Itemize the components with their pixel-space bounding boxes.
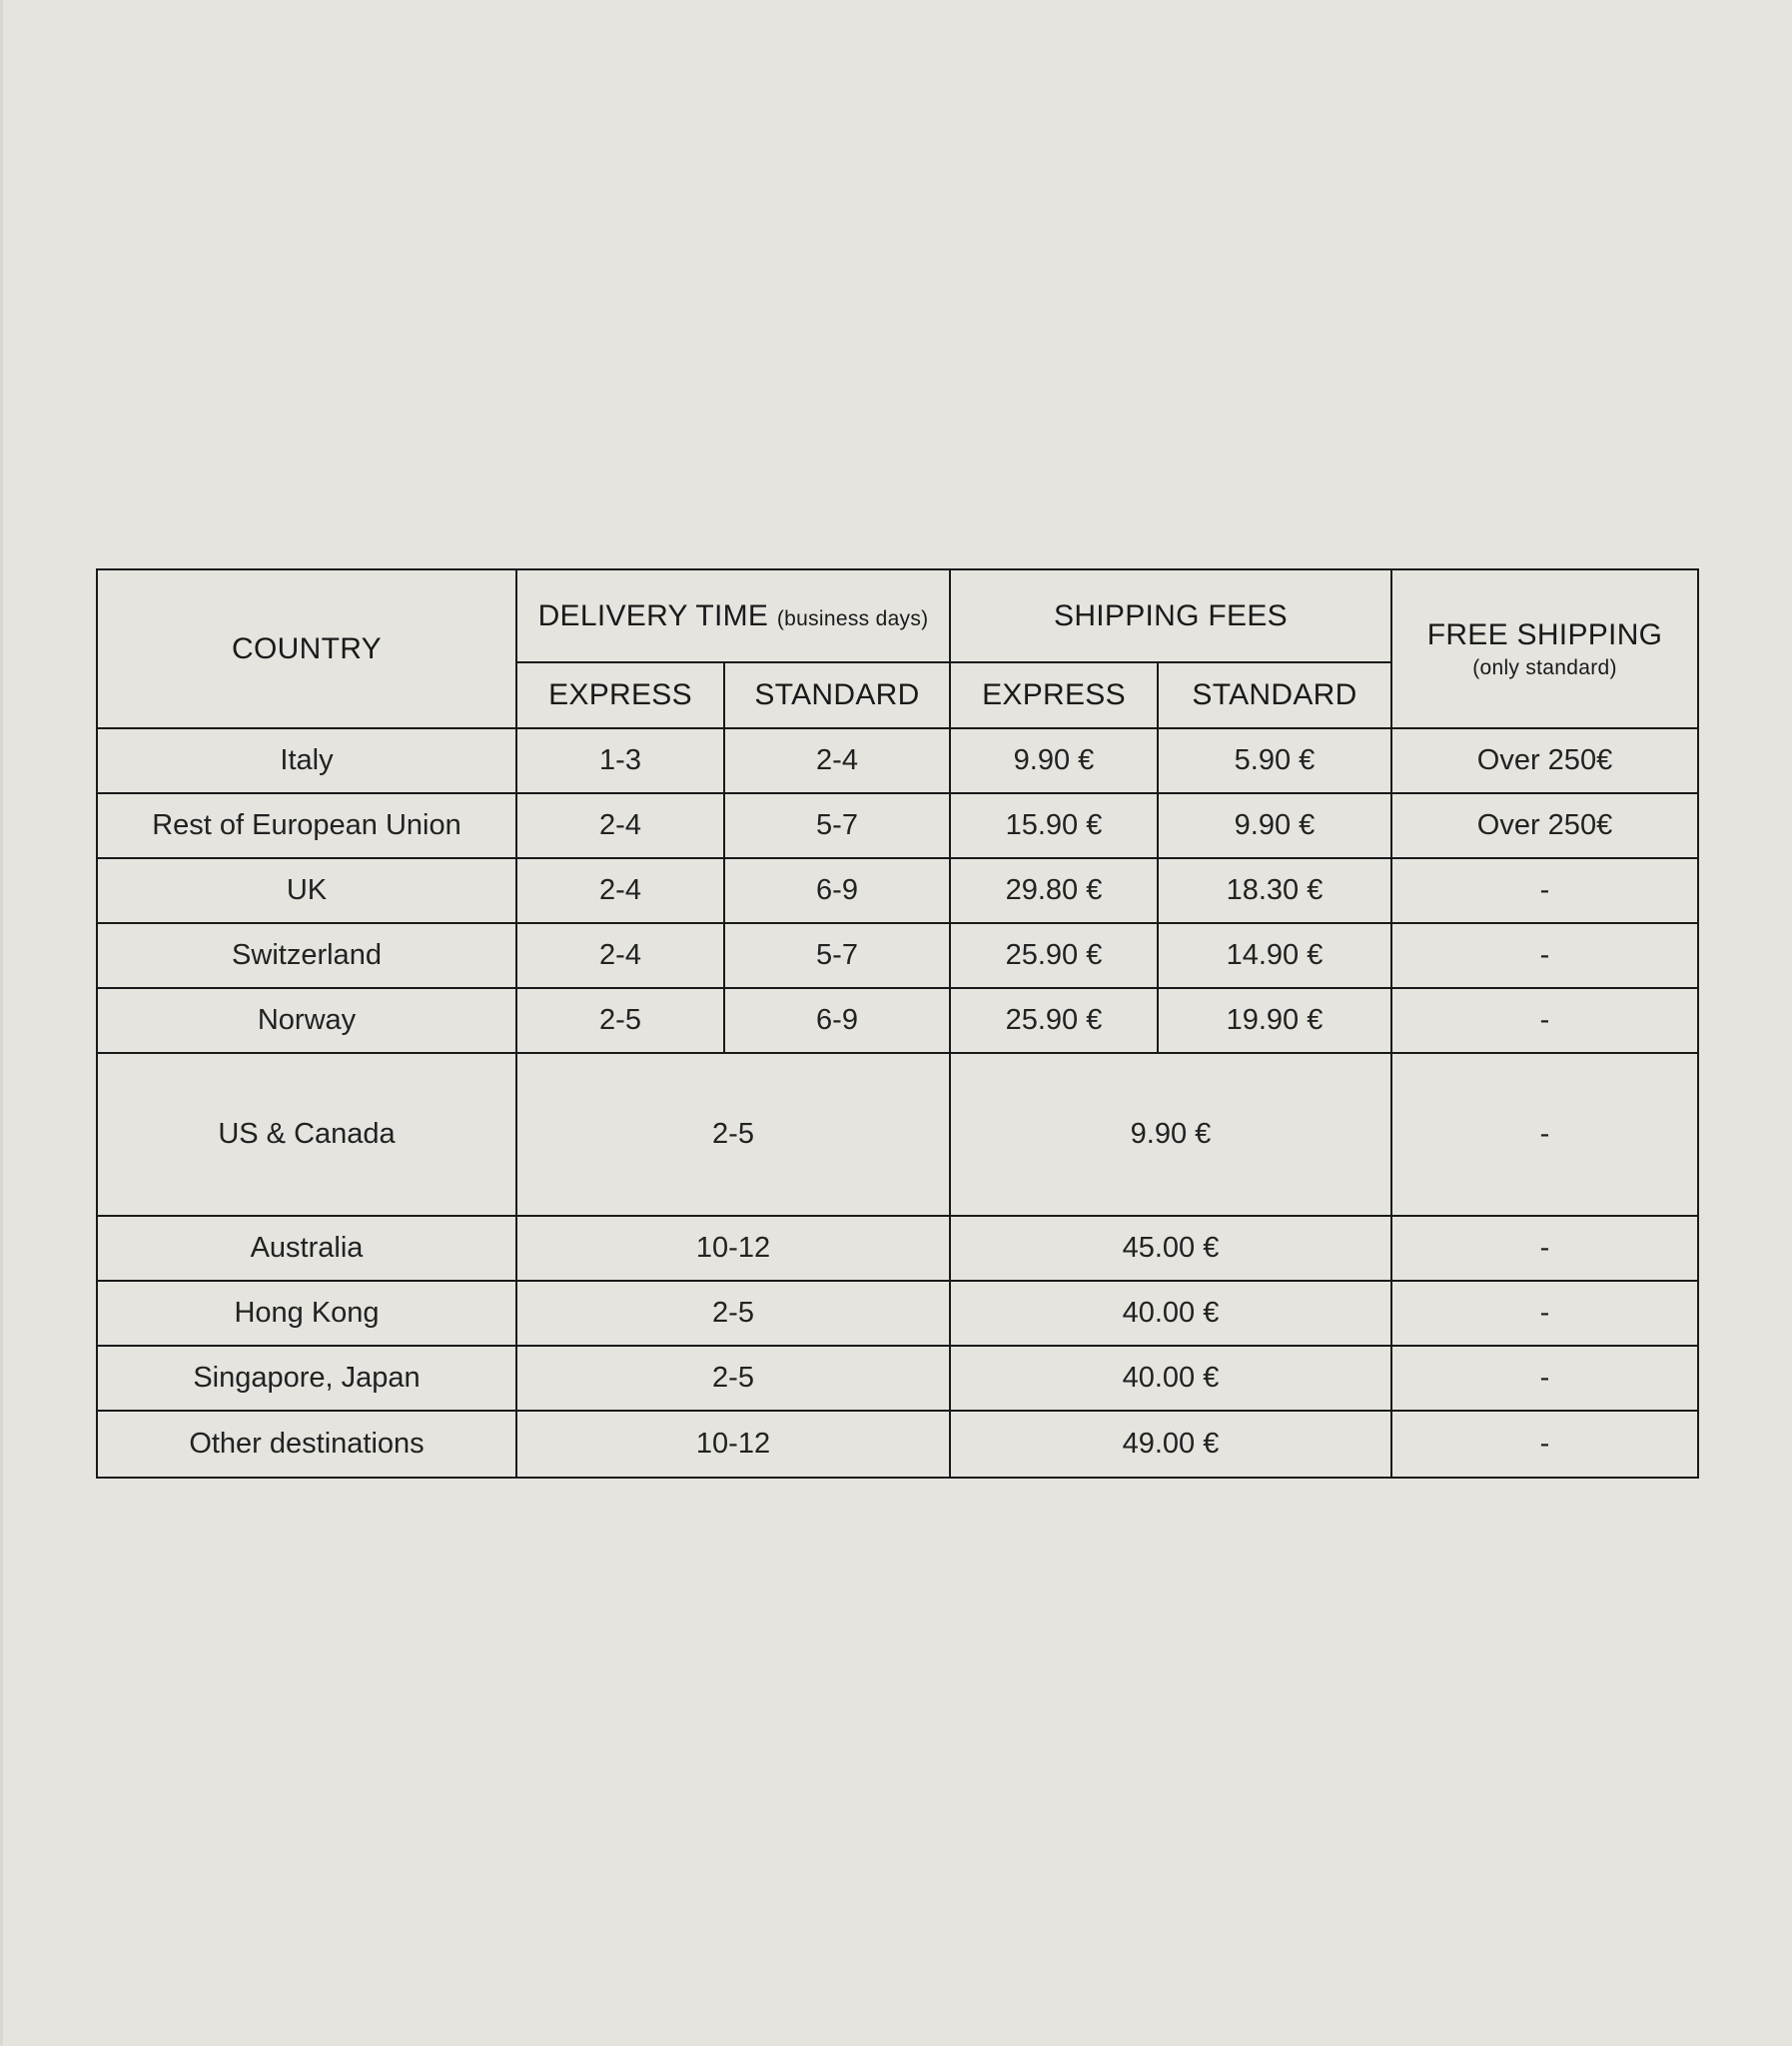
delivery-cell: 10-12 — [516, 1411, 950, 1478]
fee-express-cell: 25.90 € — [950, 988, 1158, 1053]
fee-standard-cell: 14.90 € — [1158, 923, 1391, 988]
fee-express-cell: 29.80 € — [950, 858, 1158, 923]
delivery-express-cell: 2-4 — [516, 923, 724, 988]
fee-express-cell: 15.90 € — [950, 793, 1158, 858]
table-body — [97, 728, 1698, 1478]
delivery-express-cell: 2-4 — [516, 793, 724, 858]
delivery-standard-cell: 5-7 — [724, 793, 950, 858]
fee-express-cell: 9.90 € — [950, 728, 1158, 793]
table-row — [97, 858, 1698, 923]
country-cell: Australia — [97, 1216, 516, 1281]
fee-standard-cell: 5.90 € — [1158, 728, 1391, 793]
table-row — [97, 728, 1698, 793]
delivery-time-note: (business days) — [776, 606, 929, 630]
shipping-fees-header — [950, 569, 1391, 662]
delivery-express-cell: 1-3 — [516, 728, 724, 793]
fee-cell: 49.00 € — [950, 1411, 1391, 1478]
free-shipping-cell: - — [1391, 1053, 1698, 1216]
table-row — [97, 1053, 1698, 1216]
country-cell: Italy — [97, 728, 516, 793]
shipping-table — [96, 568, 1699, 1479]
delivery-cell: 2-5 — [516, 1053, 950, 1216]
delivery-cell: 2-5 — [516, 1281, 950, 1346]
delivery-cell: 10-12 — [516, 1216, 950, 1281]
table-row — [97, 793, 1698, 858]
country-cell: Hong Kong — [97, 1281, 516, 1346]
free-shipping-cell: - — [1391, 858, 1698, 923]
free-shipping-cell: - — [1391, 1281, 1698, 1346]
free-shipping-cell: - — [1391, 923, 1698, 988]
delivery-cell: 2-5 — [516, 1346, 950, 1411]
table-row — [97, 1346, 1698, 1411]
country-header-label: COUNTRY — [232, 631, 382, 665]
free-shipping-note: (only standard) — [1472, 655, 1617, 679]
table-row — [97, 923, 1698, 988]
country-cell: Switzerland — [97, 923, 516, 988]
table-row — [97, 1216, 1698, 1281]
delivery-express-header: EXPRESS — [516, 662, 724, 728]
delivery-standard-cell: 6-9 — [724, 858, 950, 923]
fee-standard-cell: 18.30 € — [1158, 858, 1391, 923]
page-edge — [0, 0, 3, 2046]
table-row — [97, 1281, 1698, 1346]
free-shipping-label: FREE SHIPPING — [1426, 617, 1663, 651]
delivery-express-cell: 2-5 — [516, 988, 724, 1053]
fee-standard-header: STANDARD — [1158, 662, 1391, 728]
fee-cell: 40.00 € — [950, 1346, 1391, 1411]
free-shipping-cell: - — [1391, 1346, 1698, 1411]
free-shipping-header — [1391, 569, 1698, 728]
delivery-standard-cell: 2-4 — [724, 728, 950, 793]
table-header — [97, 569, 1698, 728]
shipping-fees-label: SHIPPING FEES — [1054, 598, 1288, 632]
table-row — [97, 1411, 1698, 1478]
country-cell: Norway — [97, 988, 516, 1053]
fee-standard-cell: 19.90 € — [1158, 988, 1391, 1053]
free-shipping-cell: Over 250€ — [1391, 793, 1698, 858]
fee-express-cell: 25.90 € — [950, 923, 1158, 988]
country-header — [97, 569, 516, 728]
fee-express-header: EXPRESS — [950, 662, 1158, 728]
fee-standard-cell: 9.90 € — [1158, 793, 1391, 858]
free-shipping-cell: - — [1391, 1216, 1698, 1281]
country-cell: Rest of European Union — [97, 793, 516, 858]
delivery-standard-header: STANDARD — [724, 662, 950, 728]
fee-cell: 9.90 € — [950, 1053, 1391, 1216]
delivery-standard-cell: 5-7 — [724, 923, 950, 988]
free-shipping-cell: - — [1391, 1411, 1698, 1478]
country-cell: UK — [97, 858, 516, 923]
free-shipping-cell: - — [1391, 988, 1698, 1053]
delivery-express-cell: 2-4 — [516, 858, 724, 923]
country-cell: US & Canada — [97, 1053, 516, 1216]
fee-cell: 45.00 € — [950, 1216, 1391, 1281]
fee-cell: 40.00 € — [950, 1281, 1391, 1346]
free-shipping-cell: Over 250€ — [1391, 728, 1698, 793]
country-cell: Singapore, Japan — [97, 1346, 516, 1411]
delivery-standard-cell: 6-9 — [724, 988, 950, 1053]
delivery-time-header — [516, 569, 950, 662]
delivery-time-label: DELIVERY TIME — [537, 598, 769, 632]
table-row — [97, 988, 1698, 1053]
country-cell: Other destinations — [97, 1411, 516, 1478]
